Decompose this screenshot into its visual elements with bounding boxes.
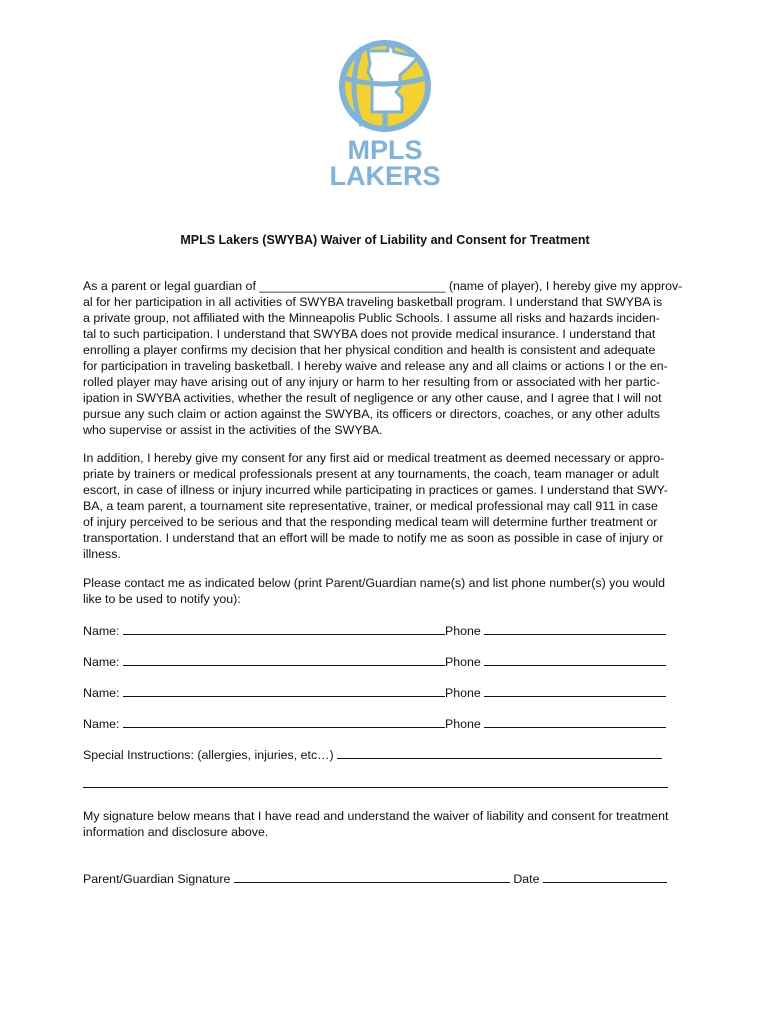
special-instructions-label: Special Instructions: (allergies, injuries, etc…) [83,748,334,762]
phone-field[interactable] [484,622,666,635]
text-line: information and disclosure above. [83,825,269,839]
team-logo [322,40,448,190]
contact-row [83,715,666,732]
text-line: a private group, not affiliated with the Minneapolis Public Schools. I assume all risks and hazards inciden- [83,311,660,325]
name-field[interactable] [123,715,445,728]
contact-row [83,653,666,670]
name-label: Name: [83,717,120,731]
text-line: for participation in traveling basketball. I hereby waive and release any and all claims or actions I or the en- [83,359,668,373]
text-line: My signature below means that I have read and understand the waiver of liability and consent for treatment [83,809,669,823]
contact-instructions-paragraph [83,575,691,607]
document-title: MPLS Lakers (SWYBA) Waiver of Liability and Consent for Treatment [180,233,590,247]
acknowledgement-paragraph [83,808,691,840]
phone-label: Phone [444,717,481,731]
contact-row [83,622,666,639]
text-line: ipation in SWYBA activities, whether the result of negligence or any other cause, and I agree that I will not [83,391,662,405]
text-line: tal to such participation. I understand that SWYBA does not provide medical insurance. I understand that [83,327,656,341]
text-line: escort, in case of illness or injury incurred while participating in practices or games. I understand that SWY- [83,483,668,497]
phone-field[interactable] [484,684,666,697]
phone-field[interactable] [484,653,666,666]
name-label: Name: [83,686,120,700]
waiver-paragraph [83,278,691,438]
logo-text-mpls: MPLS [347,135,423,165]
name-label: Name: [83,624,120,638]
text-line: priate by trainers or medical professionals present at any tournaments, the coach, team manager or adult [83,467,659,481]
text-line: rolled player may have arising out of any injury or harm to her resulting from or associated with her partic- [83,375,661,389]
phone-field[interactable] [484,715,666,728]
special-instructions-continuation-line[interactable] [83,787,668,788]
name-label: Name: [83,655,120,669]
phone-label: Phone [444,624,481,638]
text-line: transportation. I understand that an effort will be made to notify me as soon as possible in case of injury or [83,531,664,545]
consent-paragraph [83,450,691,562]
text-line: al for her participation in all activities of SWYBA traveling basketball program. I understand that SWYBA is [83,295,663,309]
text-line: BA, a team parent, a tournament site representative, trainer, or medical professional may call 911 in case [83,499,658,513]
name-field[interactable] [123,622,445,635]
date-field[interactable] [543,870,667,883]
basketball-minnesota-icon [322,40,448,135]
name-field[interactable] [123,653,445,666]
special-instructions-row [83,746,662,763]
logo-text-lakers: LAKERS [329,161,441,191]
phone-label: Phone [444,686,481,700]
signature-field[interactable] [234,870,510,883]
name-field[interactable] [123,684,445,697]
text-line: illness. [83,547,121,561]
text-line: pursue any such claim or action against the SWYBA, its officers or directors, coaches, or any other adults [83,407,660,421]
signature-label: Parent/Guardian Signature [83,872,231,886]
text-line: As a parent or legal guardian of ___________________________ (name of player), I hereby give my approv- [83,279,683,293]
text-line: enrolling a player confirms my decision that her physical condition and health is consistent and adequate [83,343,656,357]
text-line: like to be used to notify you): [83,592,241,606]
special-instructions-field[interactable] [337,746,662,759]
contact-row [83,684,666,701]
text-line: Please contact me as indicated below (print Parent/Guardian name(s) and list phone number(s) you would [83,576,665,590]
text-line: of injury perceived to be serious and that the responding medical team will determine further treatment or [83,515,658,529]
signature-row [83,870,667,887]
date-label: Date [513,872,540,886]
phone-label: Phone [444,655,481,669]
text-line: In addition, I hereby give my consent for any first aid or medical treatment as deemed necessary or appro- [83,451,665,465]
text-line: who supervise or assist in the activities of the SWYBA. [83,423,383,437]
